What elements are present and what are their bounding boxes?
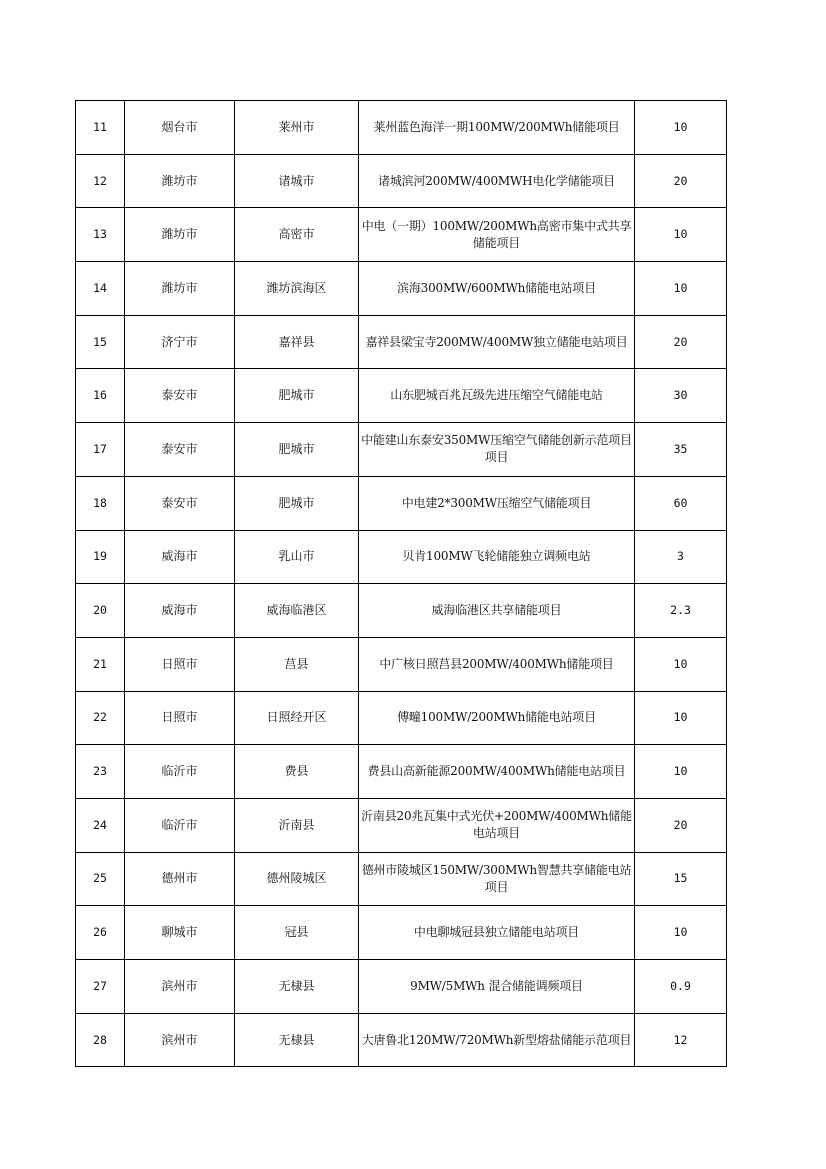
table-row bbox=[76, 852, 727, 906]
city-cell: 泰安市 bbox=[125, 423, 235, 477]
county-cell: 沂南县 bbox=[235, 798, 359, 852]
energy-storage-project-table bbox=[75, 100, 727, 1067]
city-cell: 日照市 bbox=[125, 637, 235, 691]
row-number-cell: 23 bbox=[76, 745, 125, 799]
city-cell: 烟台市 bbox=[125, 101, 235, 155]
value-cell: 10 bbox=[635, 262, 727, 316]
row-number-cell: 19 bbox=[76, 530, 125, 584]
city-cell: 德州市 bbox=[125, 852, 235, 906]
row-number-cell: 18 bbox=[76, 476, 125, 530]
county-cell: 德州陵城区 bbox=[235, 852, 359, 906]
project-name-cell: 中广核日照莒县200MW/400MWh储能项目 bbox=[359, 637, 635, 691]
row-number-cell: 24 bbox=[76, 798, 125, 852]
city-cell: 济宁市 bbox=[125, 315, 235, 369]
city-cell: 临沂市 bbox=[125, 798, 235, 852]
row-number-cell: 28 bbox=[76, 1013, 125, 1067]
city-cell: 泰安市 bbox=[125, 476, 235, 530]
project-name-cell: 嘉祥县梁宝寺200MW/400MW独立储能电站项目 bbox=[359, 315, 635, 369]
value-cell: 10 bbox=[635, 906, 727, 960]
row-number-cell: 27 bbox=[76, 960, 125, 1014]
city-cell: 潍坊市 bbox=[125, 262, 235, 316]
table-row bbox=[76, 1013, 727, 1067]
county-cell: 潍坊滨海区 bbox=[235, 262, 359, 316]
row-number-cell: 22 bbox=[76, 691, 125, 745]
value-cell: 60 bbox=[635, 476, 727, 530]
project-name-cell: 莱州蓝色海洋一期100MW/200MWh储能项目 bbox=[359, 101, 635, 155]
project-name-cell: 费县山高新能源200MW/400MWh储能电站项目 bbox=[359, 745, 635, 799]
county-cell: 莱州市 bbox=[235, 101, 359, 155]
row-number-cell: 13 bbox=[76, 208, 125, 262]
county-cell: 肥城市 bbox=[235, 369, 359, 423]
row-number-cell: 17 bbox=[76, 423, 125, 477]
table-row bbox=[76, 745, 727, 799]
county-cell: 冠县 bbox=[235, 906, 359, 960]
county-cell: 无棣县 bbox=[235, 1013, 359, 1067]
value-cell: 2.3 bbox=[635, 584, 727, 638]
project-name-cell: 滨海300MW/600MWh储能电站项目 bbox=[359, 262, 635, 316]
value-cell: 0.9 bbox=[635, 960, 727, 1014]
value-cell: 10 bbox=[635, 691, 727, 745]
table-row bbox=[76, 154, 727, 208]
county-cell: 诸城市 bbox=[235, 154, 359, 208]
value-cell: 10 bbox=[635, 637, 727, 691]
row-number-cell: 11 bbox=[76, 101, 125, 155]
value-cell: 3 bbox=[635, 530, 727, 584]
row-number-cell: 16 bbox=[76, 369, 125, 423]
county-cell: 肥城市 bbox=[235, 476, 359, 530]
city-cell: 威海市 bbox=[125, 530, 235, 584]
row-number-cell: 20 bbox=[76, 584, 125, 638]
value-cell: 20 bbox=[635, 315, 727, 369]
county-cell: 威海临港区 bbox=[235, 584, 359, 638]
table-row bbox=[76, 691, 727, 745]
project-name-cell: 中电建2*300MW压缩空气储能项目 bbox=[359, 476, 635, 530]
city-cell: 滨州市 bbox=[125, 1013, 235, 1067]
table-row bbox=[76, 798, 727, 852]
value-cell: 12 bbox=[635, 1013, 727, 1067]
table-row bbox=[76, 262, 727, 316]
city-cell: 潍坊市 bbox=[125, 208, 235, 262]
project-name-cell: 贝肯100MW飞轮储能独立调频电站 bbox=[359, 530, 635, 584]
row-number-cell: 14 bbox=[76, 262, 125, 316]
county-cell: 肥城市 bbox=[235, 423, 359, 477]
project-name-cell: 诸城滨河200MW/400MWH电化学储能项目 bbox=[359, 154, 635, 208]
city-cell: 威海市 bbox=[125, 584, 235, 638]
project-name-cell: 德州市陵城区150MW/300MWh智慧共享储能电站项目 bbox=[359, 852, 635, 906]
value-cell: 10 bbox=[635, 101, 727, 155]
table-row bbox=[76, 637, 727, 691]
value-cell: 20 bbox=[635, 154, 727, 208]
table-row bbox=[76, 530, 727, 584]
project-name-cell: 山东肥城百兆瓦级先进压缩空气储能电站 bbox=[359, 369, 635, 423]
city-cell: 泰安市 bbox=[125, 369, 235, 423]
city-cell: 滨州市 bbox=[125, 960, 235, 1014]
table-row bbox=[76, 315, 727, 369]
project-name-cell: 大唐鲁北120MW/720MWh新型熔盐储能示范项目 bbox=[359, 1013, 635, 1067]
project-name-cell: 9MW/5MWh 混合储能调频项目 bbox=[359, 960, 635, 1014]
project-name-cell: 中电聊城冠县独立储能电站项目 bbox=[359, 906, 635, 960]
city-cell: 临沂市 bbox=[125, 745, 235, 799]
table-row bbox=[76, 101, 727, 155]
city-cell: 潍坊市 bbox=[125, 154, 235, 208]
city-cell: 聊城市 bbox=[125, 906, 235, 960]
county-cell: 费县 bbox=[235, 745, 359, 799]
value-cell: 15 bbox=[635, 852, 727, 906]
row-number-cell: 21 bbox=[76, 637, 125, 691]
table-row bbox=[76, 960, 727, 1014]
value-cell: 10 bbox=[635, 208, 727, 262]
value-cell: 10 bbox=[635, 745, 727, 799]
project-name-cell: 中电（一期）100MW/200MWh高密市集中式共享储能项目 bbox=[359, 208, 635, 262]
value-cell: 30 bbox=[635, 369, 727, 423]
row-number-cell: 25 bbox=[76, 852, 125, 906]
project-name-cell: 傅疃100MW/200MWh储能电站项目 bbox=[359, 691, 635, 745]
row-number-cell: 12 bbox=[76, 154, 125, 208]
table-row bbox=[76, 584, 727, 638]
table-row bbox=[76, 906, 727, 960]
county-cell: 嘉祥县 bbox=[235, 315, 359, 369]
city-cell: 日照市 bbox=[125, 691, 235, 745]
value-cell: 20 bbox=[635, 798, 727, 852]
table-row bbox=[76, 476, 727, 530]
value-cell: 35 bbox=[635, 423, 727, 477]
row-number-cell: 15 bbox=[76, 315, 125, 369]
county-cell: 乳山市 bbox=[235, 530, 359, 584]
table-row bbox=[76, 423, 727, 477]
table-body bbox=[76, 101, 727, 1067]
project-name-cell: 威海临港区共享储能项目 bbox=[359, 584, 635, 638]
table-row bbox=[76, 208, 727, 262]
row-number-cell: 26 bbox=[76, 906, 125, 960]
project-name-cell: 中能建山东泰安350MW压缩空气储能创新示范项目项目 bbox=[359, 423, 635, 477]
table-row bbox=[76, 369, 727, 423]
county-cell: 无棣县 bbox=[235, 960, 359, 1014]
project-name-cell: 沂南县20兆瓦集中式光伏+200MW/400MWh储能电站项目 bbox=[359, 798, 635, 852]
county-cell: 莒县 bbox=[235, 637, 359, 691]
county-cell: 高密市 bbox=[235, 208, 359, 262]
county-cell: 日照经开区 bbox=[235, 691, 359, 745]
